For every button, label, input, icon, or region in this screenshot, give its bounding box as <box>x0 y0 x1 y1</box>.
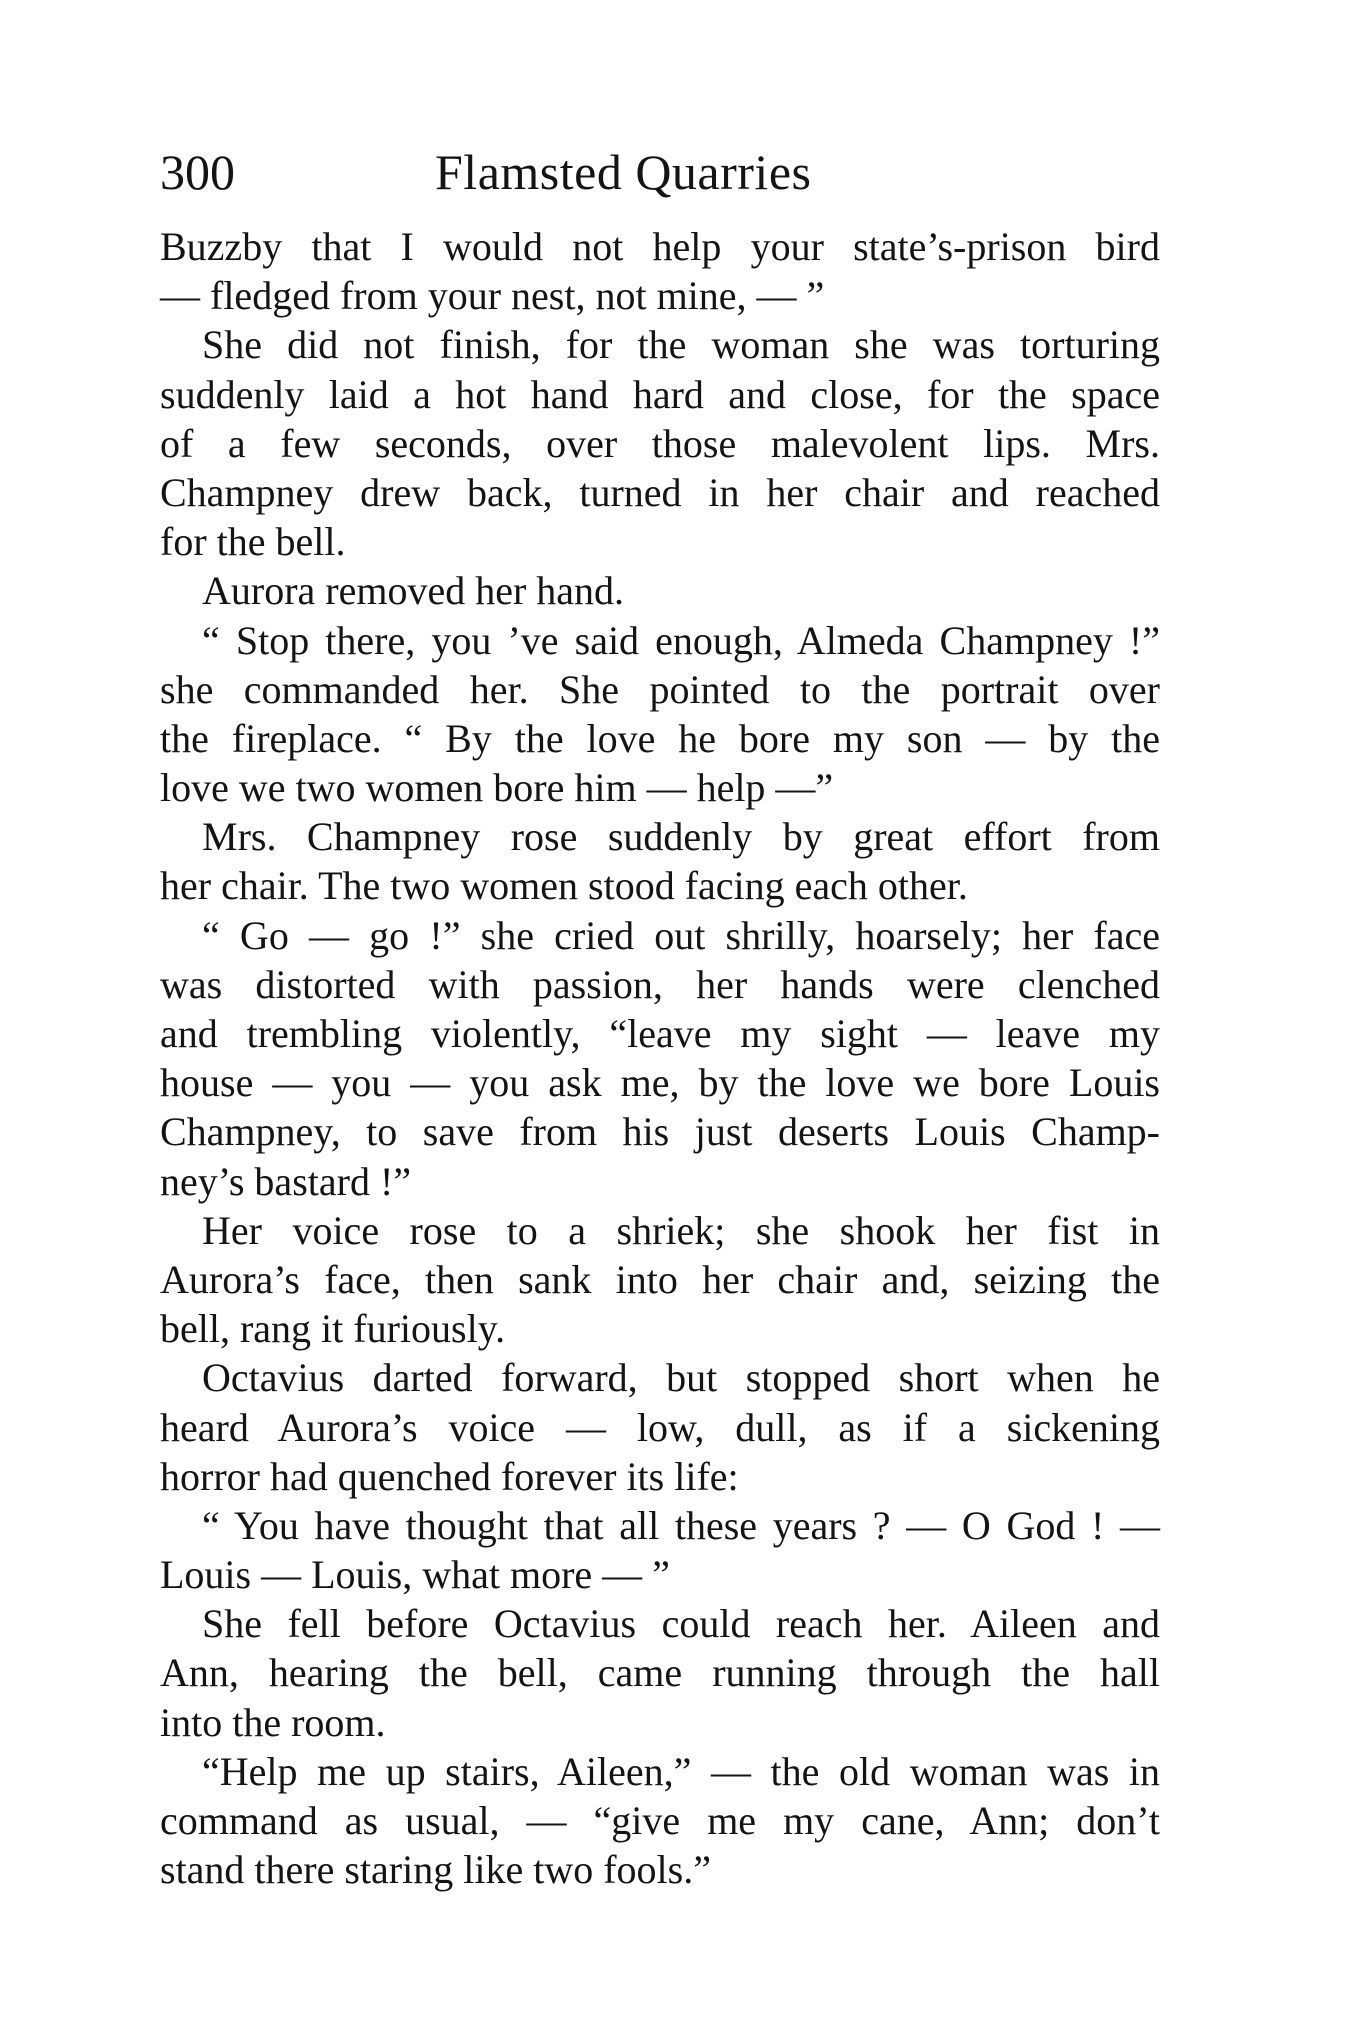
text-line: Ann, hearing the bell, came running through the hall <box>160 1650 1160 1696</box>
text-line: Aurora’s face, then sank into her chair and, seizing the <box>160 1256 1160 1302</box>
text-line: house — you — you ask me, by the love we bore Louis <box>160 1060 1160 1106</box>
text-line: Louis — Louis, what more — ” <box>160 1552 670 1598</box>
text-line: the fireplace. “ By the love he bore my son — by the <box>160 715 1160 761</box>
text-line: “ Stop there, you ’ve said enough, Almeda Champney !” <box>202 617 1160 663</box>
running-title: Flamsted Quarries <box>435 144 812 200</box>
running-head <box>160 142 1160 202</box>
text-line: Octavius darted forward, but stopped short when he <box>202 1355 1160 1401</box>
text-line: suddenly laid a hot hand hard and close, for the space <box>160 371 1160 417</box>
text-line: her chair. The two women stood facing each other. <box>160 863 968 909</box>
text-line: Champney drew back, turned in her chair and reached <box>160 469 1160 515</box>
text-line: she commanded her. She pointed to the portrait over <box>160 666 1160 712</box>
text-line: heard Aurora’s voice — low, dull, as if a sickening <box>160 1404 1160 1450</box>
text-line: Aurora removed her hand. <box>202 568 625 614</box>
text-line: Champney, to save from his just deserts Louis Champ- <box>160 1109 1160 1155</box>
body-text <box>160 222 1160 1894</box>
text-line: ney’s bastard !” <box>160 1158 412 1204</box>
page-number: 300 <box>160 144 235 200</box>
text-line: of a few seconds, over those malevolent lips. Mrs. <box>160 420 1160 466</box>
text-line: was distorted with passion, her hands were clenched <box>160 961 1160 1007</box>
text-line: She fell before Octavius could reach her. Aileen and <box>202 1601 1160 1647</box>
text-line: horror had quenched forever its life: <box>160 1453 739 1499</box>
text-line: Buzzby that I would not help your state’s-prison bird <box>160 224 1160 269</box>
text-line: into the room. <box>160 1699 386 1745</box>
text-line: “ You have thought that all these years ? — O God ! — <box>202 1502 1160 1548</box>
text-line: “Help me up stairs, Aileen,” — the old woman was in <box>202 1748 1160 1794</box>
text-line: Mrs. Champney rose suddenly by great effort from <box>202 814 1160 860</box>
text-line: Her voice rose to a shriek; she shook her fist in <box>202 1207 1160 1253</box>
text-line: “ Go — go !” she cried out shrilly, hoarsely; her face <box>202 912 1160 958</box>
text-line: She did not finish, for the woman she was torturing <box>202 322 1160 368</box>
text-line: for the bell. <box>160 519 346 565</box>
text-line: command as usual, — “give me my cane, Ann; don’t <box>160 1798 1160 1843</box>
text-line: and trembling violently, “leave my sight — leave my <box>160 1011 1160 1056</box>
text-line: bell, rang it furiously. <box>160 1306 506 1352</box>
text-line: love we two women bore him — help —” <box>160 765 834 811</box>
text-line: stand there staring like two fools.” <box>160 1847 711 1893</box>
text-line: — fledged from your nest, not mine, — ” <box>160 273 825 319</box>
